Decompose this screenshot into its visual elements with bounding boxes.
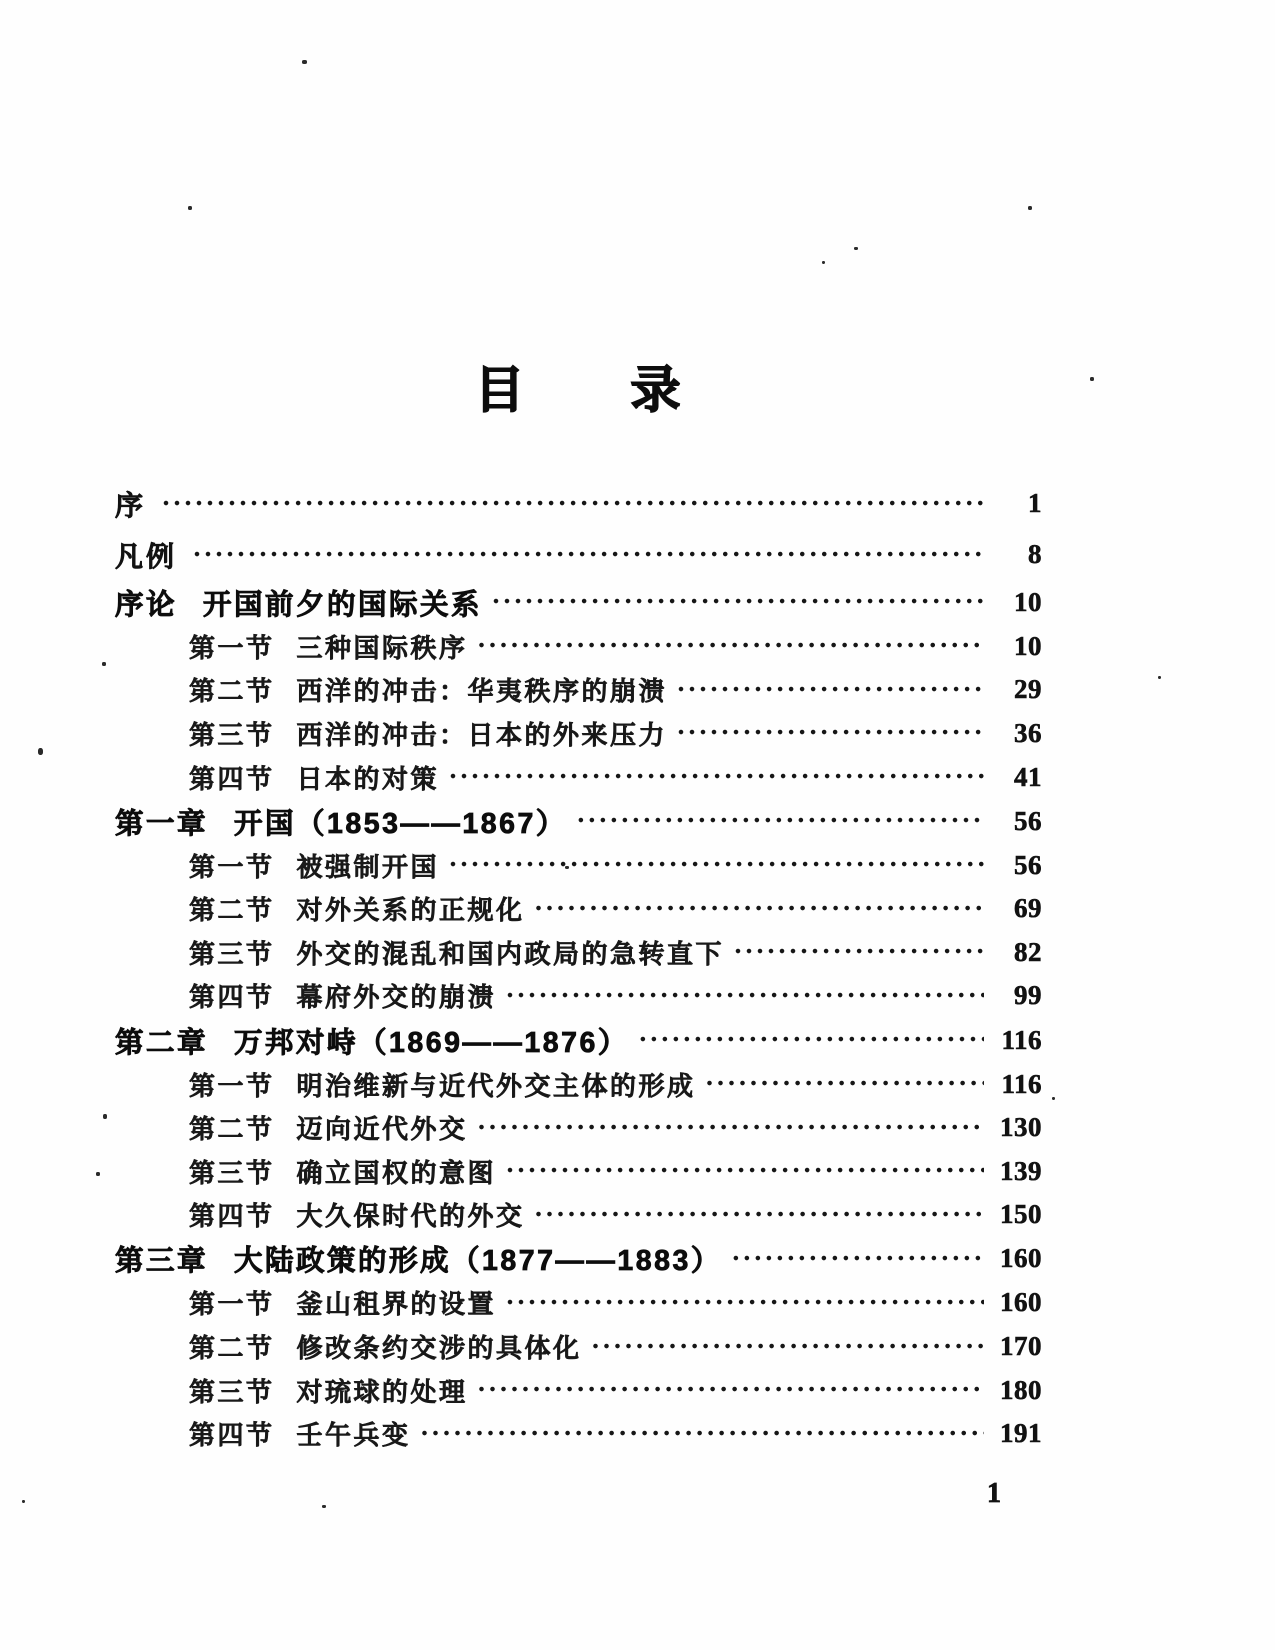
toc-dot-leader	[577, 806, 984, 836]
toc-page-number: 36	[1014, 717, 1042, 748]
toc-entry	[115, 668, 1042, 712]
toc-entry-label: 第四节	[189, 983, 275, 1013]
scan-speck	[1158, 676, 1161, 679]
toc-entry-label: 第一节	[189, 852, 275, 882]
toc-list	[115, 478, 1042, 1456]
toc-entry-title: 外交的混乱和国内政局的急转直下	[296, 939, 725, 969]
scan-speck	[565, 866, 569, 869]
toc-entry-title: 日本的对策	[296, 764, 440, 794]
scan-speck	[96, 1172, 100, 1176]
toc-entry	[115, 1325, 1042, 1369]
scan-speck	[1052, 1097, 1055, 1100]
toc-entry	[115, 1062, 1042, 1106]
toc-dot-leader	[478, 1375, 984, 1405]
toc-entry	[115, 529, 1042, 580]
scan-speck	[302, 60, 307, 64]
toc-entry	[115, 1368, 1042, 1412]
toc-entry	[115, 712, 1042, 756]
scan-speck	[103, 1114, 107, 1119]
toc-entry	[115, 478, 1042, 529]
toc-entry-label: 第二节	[189, 677, 275, 707]
toc-entry-label: 第四节	[189, 1202, 275, 1232]
toc-entry-title: 大陆政策的形成（1877——1883）	[234, 1245, 722, 1278]
toc-entry-title: 三种国际秩序	[296, 633, 468, 663]
toc-dot-leader	[478, 631, 984, 661]
toc-page-number: 10	[1014, 630, 1042, 661]
toc-entry-label: 第四节	[189, 1421, 275, 1451]
toc-page-number: 41	[1014, 761, 1042, 792]
toc-entry	[115, 1018, 1042, 1063]
toc-entry	[115, 974, 1042, 1018]
toc-entry-title: 幕府外交的崩溃	[296, 983, 497, 1013]
toc-entry-title: 釜山租界的设置	[296, 1290, 497, 1320]
toc-entry-title: 对外关系的正规化	[296, 896, 525, 926]
toc-page-number: 160	[1000, 1243, 1042, 1274]
toc-entry-label: 第四节	[189, 764, 275, 794]
toc-dot-leader	[639, 1025, 984, 1055]
toc-entry-title: 确立国权的意图	[296, 1158, 497, 1188]
toc-dot-leader	[492, 587, 984, 617]
toc-dot-leader	[193, 540, 984, 570]
toc-dot-leader	[162, 489, 984, 519]
toc-entry-title: 开国（1853——1867）	[234, 807, 567, 840]
toc-dot-leader	[506, 981, 984, 1011]
scan-speck	[854, 247, 858, 250]
toc-page-number: 56	[1014, 849, 1042, 880]
toc-page-number: 116	[1001, 1024, 1042, 1055]
toc-page-number: 170	[1000, 1331, 1042, 1362]
scan-speck	[822, 261, 825, 264]
toc-entry-title: 被强制开国	[296, 852, 440, 882]
toc-entry-label: 第一章	[115, 807, 209, 840]
toc-dot-leader	[535, 894, 984, 924]
toc-entry-label: 第二章	[115, 1026, 209, 1059]
toc-page-number: 82	[1014, 936, 1042, 967]
toc-page-number: 29	[1014, 674, 1042, 705]
folio-page-number: 1	[987, 1478, 1001, 1509]
toc-entry-label: 第三节	[189, 1377, 275, 1407]
toc-entry-label: 第二节	[189, 1115, 275, 1145]
toc-entry-title: 壬午兵变	[296, 1421, 411, 1451]
toc-entry-label: 第三节	[189, 1158, 275, 1188]
toc-entry-label: 第一节	[189, 1290, 275, 1320]
toc-page-number: 160	[1000, 1287, 1042, 1318]
scan-speck	[322, 1505, 326, 1508]
toc-page-number: 99	[1014, 980, 1042, 1011]
toc-page-number: 191	[1000, 1418, 1042, 1449]
toc-entry-label: 第二节	[189, 1334, 275, 1364]
toc-entry	[115, 580, 1042, 625]
toc-dot-leader	[732, 1244, 984, 1274]
toc-entry	[115, 625, 1042, 669]
toc-entry	[115, 755, 1042, 799]
toc-dot-leader	[677, 675, 984, 705]
toc-dot-leader	[421, 1419, 984, 1449]
scan-speck	[22, 1500, 25, 1503]
toc-page-number: 130	[1000, 1112, 1042, 1143]
scan-speck	[188, 206, 192, 210]
toc-dot-leader	[506, 1156, 984, 1186]
toc-entry-title: 修改条约交涉的具体化	[296, 1334, 582, 1364]
toc-entry-label: 第一节	[189, 633, 275, 663]
toc-entry-label: 序	[115, 490, 147, 522]
toc-dot-leader	[478, 1113, 984, 1143]
toc-dot-leader	[506, 1288, 984, 1318]
toc-page-number: 139	[1000, 1155, 1042, 1186]
toc-entry	[115, 1237, 1042, 1282]
toc-entry-title: 明治维新与近代外交主体的形成	[296, 1071, 696, 1101]
scan-speck	[38, 748, 43, 755]
toc-dot-leader	[706, 1069, 984, 1099]
toc-dot-leader	[592, 1332, 984, 1362]
toc-entry-title: 迈向近代外交	[296, 1115, 468, 1145]
toc-page-number: 150	[1000, 1199, 1042, 1230]
toc-entry-label: 序论	[115, 588, 178, 621]
toc-entry-title: 开国前夕的国际关系	[203, 588, 483, 621]
toc-entry-title: 万邦对峙（1869——1876）	[234, 1026, 629, 1059]
toc-dot-leader	[734, 937, 984, 967]
toc-entry	[115, 1281, 1042, 1325]
toc-entry-title: 西洋的冲击：日本的外来压力	[296, 720, 668, 750]
toc-dot-leader	[677, 718, 984, 748]
toc-entry-label: 第三节	[189, 720, 275, 750]
toc-entry-title: 对琉球的处理	[296, 1377, 468, 1407]
toc-page-number: 116	[1001, 1068, 1042, 1099]
toc-entry	[115, 843, 1042, 887]
scan-speck	[1028, 206, 1032, 210]
toc-entry-label: 第一节	[189, 1071, 275, 1101]
toc-entry-label: 凡例	[115, 541, 178, 573]
scan-speck	[102, 662, 106, 666]
toc-page-number: 69	[1014, 893, 1042, 924]
toc-page-number: 180	[1000, 1374, 1042, 1405]
toc-entry-label: 第三章	[115, 1245, 209, 1278]
toc-page-number: 8	[1028, 539, 1042, 569]
toc-entry-label: 第三节	[189, 939, 275, 969]
toc-entry	[115, 1193, 1042, 1237]
toc-page-number: 56	[1014, 805, 1042, 836]
toc-entry	[115, 1149, 1042, 1193]
toc-entry	[115, 931, 1042, 975]
page-title: 目 录	[474, 362, 683, 418]
toc-page-number: 10	[1014, 586, 1042, 617]
scan-speck	[1090, 377, 1094, 381]
toc-page-number: 1	[1028, 488, 1042, 518]
toc-entry-title: 西洋的冲击：华夷秩序的崩溃	[296, 677, 668, 707]
toc-entry	[115, 1412, 1042, 1456]
toc-entry	[115, 1106, 1042, 1150]
toc-entry-title: 大久保时代的外交	[296, 1202, 525, 1232]
toc-entry-label: 第二节	[189, 896, 275, 926]
toc-dot-leader	[449, 850, 984, 880]
toc-dot-leader	[535, 1200, 984, 1230]
toc-dot-leader	[449, 762, 984, 792]
toc-entry	[115, 799, 1042, 844]
toc-entry	[115, 887, 1042, 931]
